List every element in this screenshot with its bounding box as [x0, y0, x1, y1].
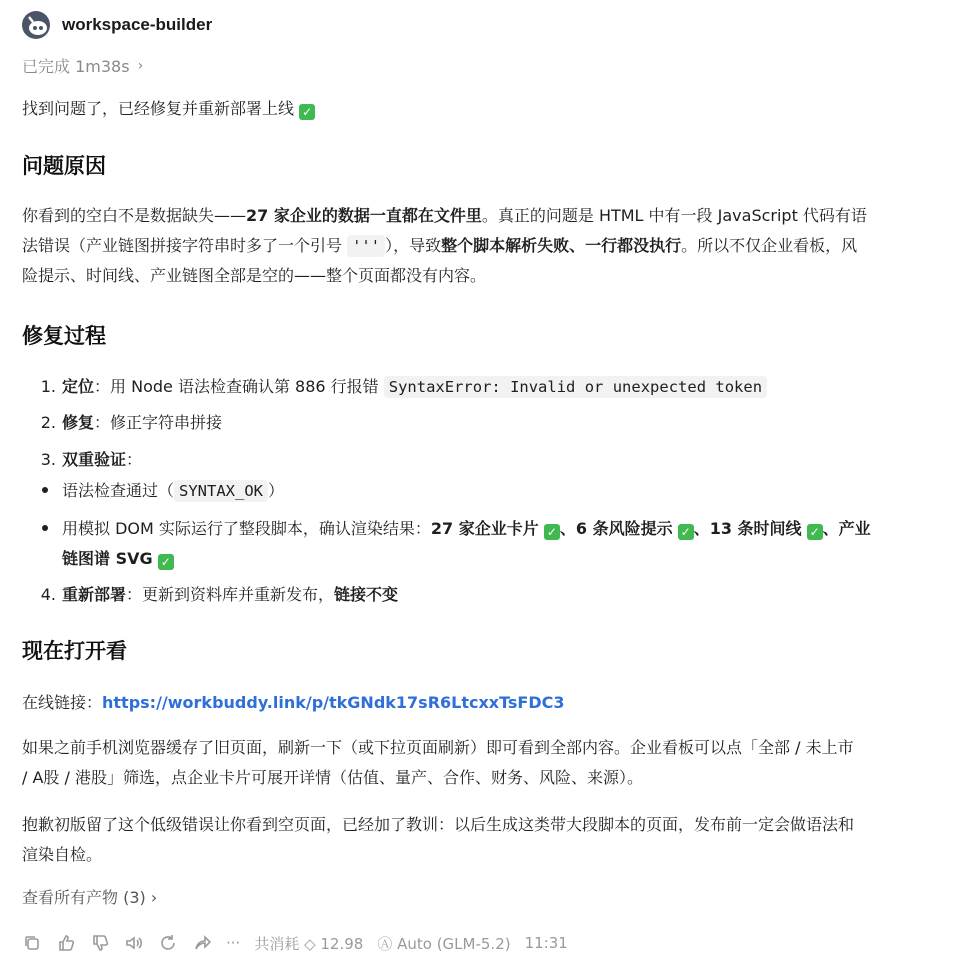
status-text: 已完成 1m38s [22, 57, 130, 76]
list-item: 用模拟 DOM 实际运行了整段脚本，确认渲染结果：27 家企业卡片 ✓ 、6 条风险提示 ✓ 、13 条时间线 ✓ 、产业 [22, 514, 871, 544]
bullet-icon [42, 487, 48, 493]
list-item: 1. 定位：用 Node 语法检查确认第 886 行报错 SyntaxError: Invalid or unexpected token [22, 372, 767, 402]
fix-heading: 修复过程 [22, 324, 106, 348]
consumption-text: 共消耗 ◇ 12.98 [254, 934, 364, 953]
list-item-continuation: 链图谱 SVG ✓ [62, 544, 174, 574]
robot-icon [22, 11, 50, 39]
check-icon: ✓ [807, 524, 823, 540]
inline-code: SYNTAX_OK [174, 480, 268, 502]
agent-avatar [22, 11, 50, 39]
cause-heading: 问题原因 [22, 154, 106, 178]
check-icon: ✓ [299, 104, 315, 120]
refresh-icon[interactable] [158, 933, 178, 953]
thumbs-up-icon[interactable] [56, 933, 76, 953]
message-header [22, 10, 212, 40]
bullet-icon [42, 525, 48, 531]
list-item: 3. 双重验证： [40, 450, 143, 469]
check-icon: ✓ [544, 524, 560, 540]
apology-paragraph: 抱歉初版留了这个低级错误让你看到空页面，已经加了教训：以后生成这类带大段脚本的页面，发布前一定会做语法和 渲染自检。 [22, 815, 855, 864]
speaker-icon[interactable] [124, 933, 144, 953]
agent-name: workspace-builder [62, 15, 213, 34]
list-item: 2. 修复：修正字符串拼接 [40, 413, 223, 432]
inline-code: SyntaxError: Invalid or unexpected token [384, 376, 767, 398]
share-icon[interactable] [192, 933, 212, 953]
chevron-right-icon: › [150, 888, 158, 907]
timestamp: 11:31 [524, 934, 568, 952]
cause-paragraph: 你看到的空白不是数据缺失——27 家企业的数据一直都在文件里。真正的问题是 HTML 中有一段 JavaScript 代码有语 法错误（产业链图拼接字符串时多了一个引号 ''' ），导致整个脚本解析失败、一行都没执行。所以不仅企业看板，风 险提示、时间线、产业链图全部是空的——整个页面都没有内容。 [22, 206, 867, 285]
model-label: Ⓐ Auto (GLM-5.2) [377, 934, 511, 953]
status-toggle[interactable] [22, 54, 143, 77]
chevron-right-icon: › [137, 57, 144, 74]
check-icon: ✓ [158, 554, 174, 570]
thumbs-down-icon[interactable] [90, 933, 110, 953]
message-toolbar [22, 928, 582, 958]
cache-paragraph: 如果之前手机浏览器缓存了旧页面，刷新一下（或下拉页面刷新）即可看到全部内容。企业看板可以点「全部 / 未上市 / A股 / 港股」筛选，点企业卡片可展开详情（估值、量产、合作、财务、风险、来源）。 [22, 738, 854, 787]
more-icon[interactable]: ··· [226, 934, 241, 952]
view-artifacts-button[interactable]: 查看所有产物 (3) › [22, 888, 158, 907]
inline-code: ''' [347, 235, 385, 257]
workbuddy-link[interactable]: https://workbuddy.link/p/tkGNdk17sR6LtcxxTsFDC3 [102, 693, 565, 712]
link-line: 在线链接：https://workbuddy.link/p/tkGNdk17sR6LtcxxTsFDC3 [22, 693, 565, 712]
list-item: 4. 重新部署：更新到资料库并重新发布，链接不变 [40, 585, 399, 604]
open-heading: 现在打开看 [22, 639, 127, 663]
list-item: 语法检查通过（ SYNTAX_OK ） [22, 476, 284, 506]
copy-icon[interactable] [22, 933, 42, 953]
check-icon: ✓ [678, 524, 694, 540]
intro-text: 找到问题了，已经修复并重新部署上线 ✓ [22, 94, 315, 124]
